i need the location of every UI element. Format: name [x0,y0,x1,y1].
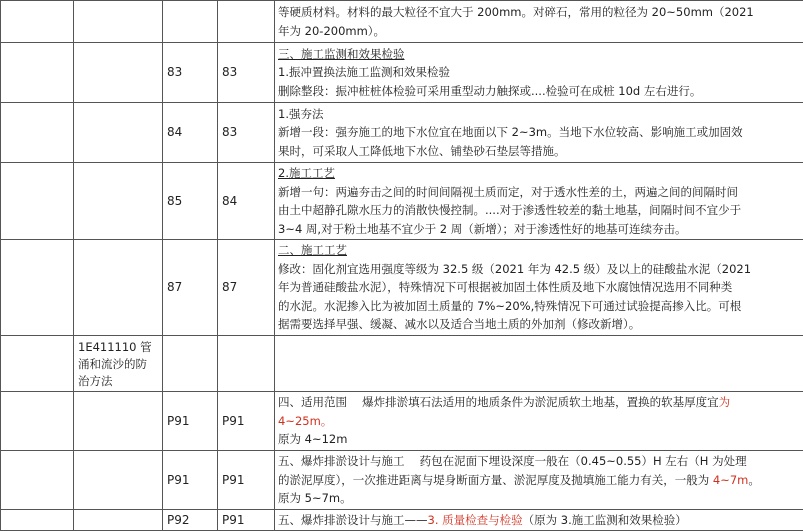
index-cell [1,392,74,451]
new-page-cell: 87 [163,240,218,336]
section-cell [74,509,163,531]
content-line: 三、施工监测和效果检验 [278,45,800,64]
content-line: 1.振冲置换法施工监测和效果检验 [278,63,800,82]
highlighted-text: 为 [719,395,731,409]
old-page-cell: 83 [218,43,275,103]
change-content-cell [275,336,803,392]
new-page-cell [163,336,218,392]
content-line: 年为普通硅酸盐水泥），特殊情况下可根据被加固土体性质及地下水腐蚀情况选用不同种类 [278,278,800,297]
content-text: 四、适用范围 爆炸排淤填石法适用的地质条件为淤泥质软土地基，置换的软基厚度宜为 [278,395,730,409]
content-line: 据需要选择早强、缓凝、减水以及适合当地土质的外加剂（修改新增）。 [278,315,800,334]
change-content-cell [275,392,803,451]
content-line: 2.施工工艺 [278,164,800,183]
content-line: 的淤泥厚度），一次推进距离与堤身断面方量、淤泥厚度及抛填施工能力有关，一般为 4~7m。 [278,471,800,490]
change-content-cell [275,451,803,510]
new-page-cell: P92 [163,509,218,531]
content-line-highlight: 4~25m。 [278,412,800,431]
section-cell [74,1,163,43]
section-cell [74,451,163,510]
section-title-cell: 1E411110 管涌和流沙的防治方法 [74,336,163,392]
index-cell [1,336,74,392]
content-line: 新增一段：强夯施工的地下水位宜在地面以下 2~3m。当地下水位较高、影响施工或加固效 [278,123,800,142]
table-row [1,43,803,103]
table-row [1,392,803,451]
old-page-cell [218,336,275,392]
table-row [1,1,803,43]
old-page-cell [218,1,275,43]
highlighted-text: 4~7m [713,473,748,487]
index-cell [1,43,74,103]
content-line: 年为 20-200mm）。 [278,22,800,41]
content-line: 等硬质材料。材料的最大粒径不宜大于 200mm。对碎石，常用的粒径为 20~50mm（2021 [278,3,800,22]
table-row [1,240,803,336]
old-page-cell: P91 [218,451,275,510]
old-page-cell: P91 [218,509,275,531]
new-page-cell: P91 [163,451,218,510]
section-cell [74,163,163,240]
new-page-cell [163,1,218,43]
old-page-cell: P91 [218,392,275,451]
change-content-cell [275,43,803,103]
change-content-cell [275,509,803,531]
old-page-cell: 83 [218,103,275,163]
table-row [1,451,803,510]
index-cell [1,451,74,510]
index-cell [1,1,74,43]
content-line: 3~4 周,对于粉土地基不宜少于 2 周（新增）；对于渗透性好的地基可连续夯击。 [278,220,800,239]
content-line: 新增一句：两遍夯击之间的时间间隔视土质而定，对于透水性差的土，两遍之间的间隔时间 [278,183,800,202]
table-row [1,163,803,240]
content-line: 1.强夯法 [278,105,800,124]
content-line: 删除整段：振冲桩桩体检验可采用重型动力触探或....检验可在成桩 10d 左右进行。 [278,82,800,101]
change-content-cell [275,240,803,336]
old-page-cell: 84 [218,163,275,240]
new-page-cell: P91 [163,392,218,451]
content-line: 原为 4~12m [278,430,800,449]
table-row [1,103,803,163]
content-line [278,393,800,412]
index-cell [1,240,74,336]
content-line: 二、施工工艺 [278,241,800,260]
content-line: 的水泥。水泥掺入比为被加固土质量的 7%~20%,特殊情况下可通过试验提高掺入比。可根 [278,297,800,316]
change-content-cell [275,103,803,163]
content-line: 原为 5~7m。 [278,489,800,508]
content-line: 修改：固化剂宜选用强度等级为 32.5 级（2021 年为 42.5 级）及以上的硅酸盐水泥（2021 [278,260,800,279]
change-content-cell [275,163,803,240]
content-line: 果时，可采取人工降低地下水位、铺垫砂石垫层等措施。 [278,142,800,161]
highlighted-text: 3. 质量检查与检验 [428,513,523,527]
section-cell [74,103,163,163]
section-cell [74,240,163,336]
old-page-cell: 87 [218,240,275,336]
change-content-cell [275,1,803,43]
section-cell [74,392,163,451]
index-cell [1,163,74,240]
table-row [1,509,803,531]
content-line: 五、爆炸排淤设计与施工——3. 质量检查与检验（原为 3.施工监测和效果检验） [278,511,800,530]
index-cell [1,103,74,163]
new-page-cell: 84 [163,103,218,163]
content-line: 由土中超静孔隙水压力的消散快慢控制。....对于渗透性较差的黏土地基，间隔时间不宜少于 [278,201,800,220]
new-page-cell: 83 [163,43,218,103]
table-row [1,336,803,392]
index-cell [1,509,74,531]
content-line: 五、爆炸排淤设计与施工 药包在泥面下埋设深度一般在（0.45~0.55）H 左右（H 为处理 [278,452,800,471]
section-cell [74,43,163,103]
new-page-cell: 85 [163,163,218,240]
